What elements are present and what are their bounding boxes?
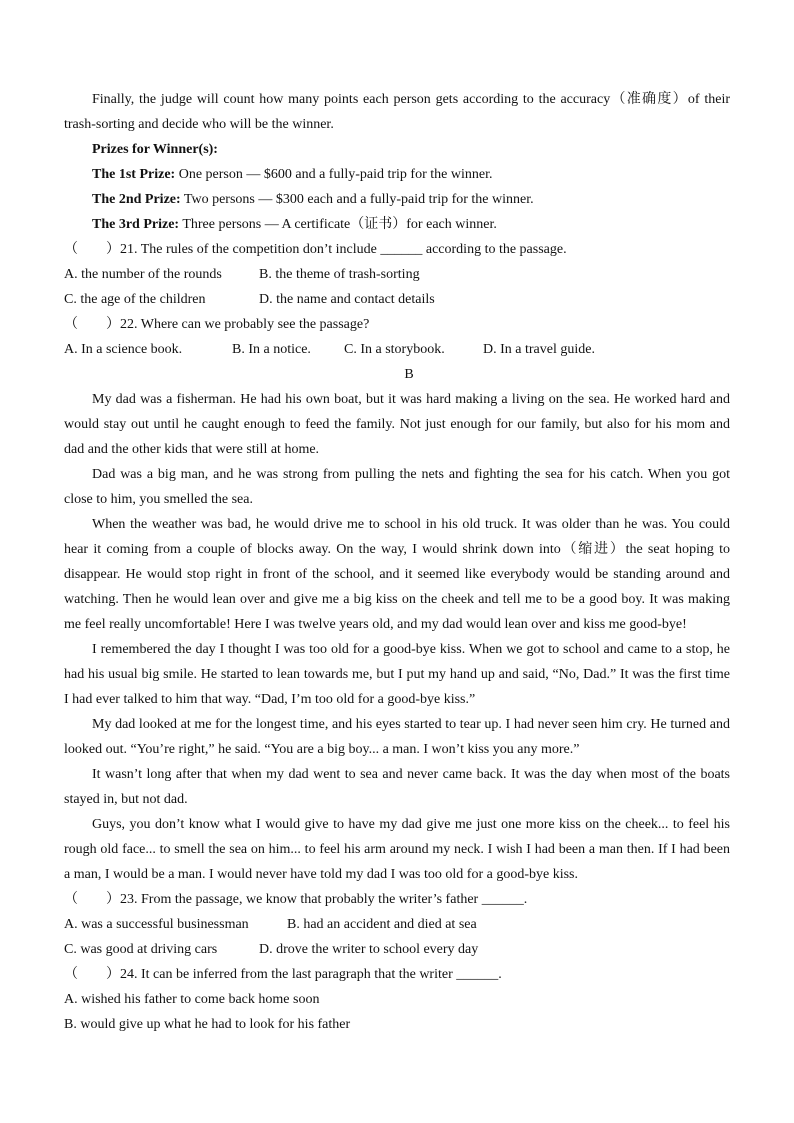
option-b: B. would give up what he had to look for his father <box>64 1017 351 1032</box>
passage-paragraph <box>64 462 730 512</box>
paragraph-line: a man, I would be a man. I would never have told my dad I was too old for a good-bye kiss. <box>64 867 578 882</box>
option-d: D. drove the writer to school every day <box>259 942 479 957</box>
paragraph-line: I had ever talked to him that way. “Dad, I’m too old for a good-bye kiss.” <box>64 692 476 707</box>
question-stem-line <box>64 887 730 912</box>
paragraph-line: dad and the other kids that were still at home. <box>64 442 320 457</box>
paragraph-line: disappear. He would stop right in front of the school, and it seemed like everybody would be standing around and <box>64 567 730 582</box>
option-c: C. the age of the children <box>64 292 206 307</box>
option-d: D. In a travel guide. <box>483 342 595 357</box>
prize-text: Three persons — A certificate（证书）for each winner. <box>182 217 497 232</box>
paragraph-line: trash-sorting and decide who will be the winner. <box>64 117 334 132</box>
paragraph-line: When the weather was bad, he would drive me to school in his old truck. It was older than he was. You could <box>92 517 730 532</box>
options-row <box>64 262 730 287</box>
question-stem-line <box>64 237 730 262</box>
answer-bracket: （ ） <box>64 967 120 982</box>
passage-paragraph <box>64 637 730 712</box>
passage-paragraph <box>64 387 730 462</box>
paragraph-line: Dad was a big man, and he was strong from pulling the nets and fighting the sea for his catch. When you got <box>92 467 730 482</box>
prize-item-2nd <box>64 187 730 212</box>
paragraph-line: had his usual big smile. He started to lean towards me, but I put my hand up and said, “No, Dad.” It was the first time <box>64 667 730 682</box>
question-stem: 22. Where can we probably see the passage? <box>120 317 370 332</box>
option-b: B. had an accident and died at sea <box>287 917 477 932</box>
passage-paragraph <box>64 812 730 887</box>
option-a: A. In a science book. <box>64 342 183 357</box>
question-stem: 21. The rules of the competition don’t include ______ according to the passage. <box>120 242 567 257</box>
question-24 <box>64 962 730 1037</box>
option-c: C. In a storybook. <box>344 342 445 357</box>
paragraph-line: stayed in, but not dad. <box>64 792 188 807</box>
prizes-heading: Prizes for Winner(s): <box>92 142 218 157</box>
options-row <box>64 912 730 937</box>
prize-text: One person — $600 and a fully-paid trip for the winner. <box>178 167 493 182</box>
paragraph-line: rough old face... to smell the sea on him... to feel his arm around my neck. I wish I had been a man then. If I had been <box>64 842 730 857</box>
option-a: A. the number of the rounds <box>64 267 222 282</box>
paragraph-line: It wasn’t long after that when my dad went to sea and never came back. It was the day when most of the boats <box>92 767 730 782</box>
paragraph-line: me feel really uncomfortable! Here I was twelve years old, and my dad would lean over and kiss me good-bye! <box>64 617 687 632</box>
passage-b <box>64 387 730 887</box>
options-row <box>64 937 730 962</box>
question-stem: 24. It can be inferred from the last paragraph that the writer ______. <box>120 967 502 982</box>
option-b: B. In a notice. <box>232 342 311 357</box>
prize-item-3rd <box>64 212 730 237</box>
prize-text: Two persons — $300 each and a fully-paid trip for the winner. <box>183 192 534 207</box>
prize-label: The 2nd Prize: <box>92 192 181 207</box>
answer-bracket: （ ） <box>64 317 120 332</box>
passage-a-closing-paragraph <box>64 87 730 137</box>
prize-item-1st <box>64 162 730 187</box>
question-stem-line <box>64 312 730 337</box>
question-23 <box>64 887 730 962</box>
prize-label: The 3rd Prize: <box>92 217 180 232</box>
prizes-section <box>64 137 730 237</box>
page-content <box>64 87 730 1037</box>
paragraph-line: looked out. “You’re right,” he said. “You are a big boy... a man. I won’t kiss you any more.” <box>64 742 580 757</box>
passage-paragraph <box>64 512 730 637</box>
option-a: A. wished his father to come back home soon <box>64 992 320 1007</box>
option-b: B. the theme of trash-sorting <box>259 267 420 282</box>
paragraph-line: Finally, the judge will count how many points each person gets according to the accuracy（准确度）of their <box>92 92 730 107</box>
answer-bracket: （ ） <box>64 892 120 907</box>
paragraph-line: close to him, you smelled the sea. <box>64 492 253 507</box>
passage-paragraph <box>64 712 730 762</box>
option-c: C. was good at driving cars <box>64 942 218 957</box>
paragraph-line: My dad looked at me for the longest time, and his eyes started to tear up. I had never seen him cry. He turned and <box>92 717 730 732</box>
options-row <box>64 287 730 312</box>
question-stem: 23. From the passage, we know that probably the writer’s father ______. <box>120 892 528 907</box>
paragraph-line: My dad was a fisherman. He had his own boat, but it was hard making a living on the sea. He worked hard and <box>92 392 730 407</box>
paragraph-line: watching. Then he would lean over and give me a big kiss on the cheek and tell me to be a good boy. It was making <box>64 592 730 607</box>
answer-bracket: （ ） <box>64 242 120 257</box>
option-d: D. the name and contact details <box>259 292 435 307</box>
section-b-label: B <box>404 367 414 382</box>
paragraph-line: I remembered the day I thought I was too old for a good-bye kiss. When we got to school and came to a stop, he <box>92 642 730 657</box>
paragraph-line: Guys, you don’t know what I would give to have my dad give me just one more kiss on the cheek... to feel his <box>92 817 730 832</box>
question-22 <box>64 312 730 362</box>
paragraph-line: hear it coming from a couple of blocks away. On the way, I would shrink down into（缩进）the seat hoping to <box>64 542 730 557</box>
question-21 <box>64 237 730 312</box>
prize-label: The 1st Prize: <box>92 167 176 182</box>
options-row <box>64 337 730 362</box>
option-a: A. was a successful businessman <box>64 917 249 932</box>
paragraph-line: would stay out until he caught enough to feed the family. Not just enough for our family, but also for his mom and <box>64 417 730 432</box>
question-stem-line <box>64 962 730 987</box>
passage-paragraph <box>64 762 730 812</box>
